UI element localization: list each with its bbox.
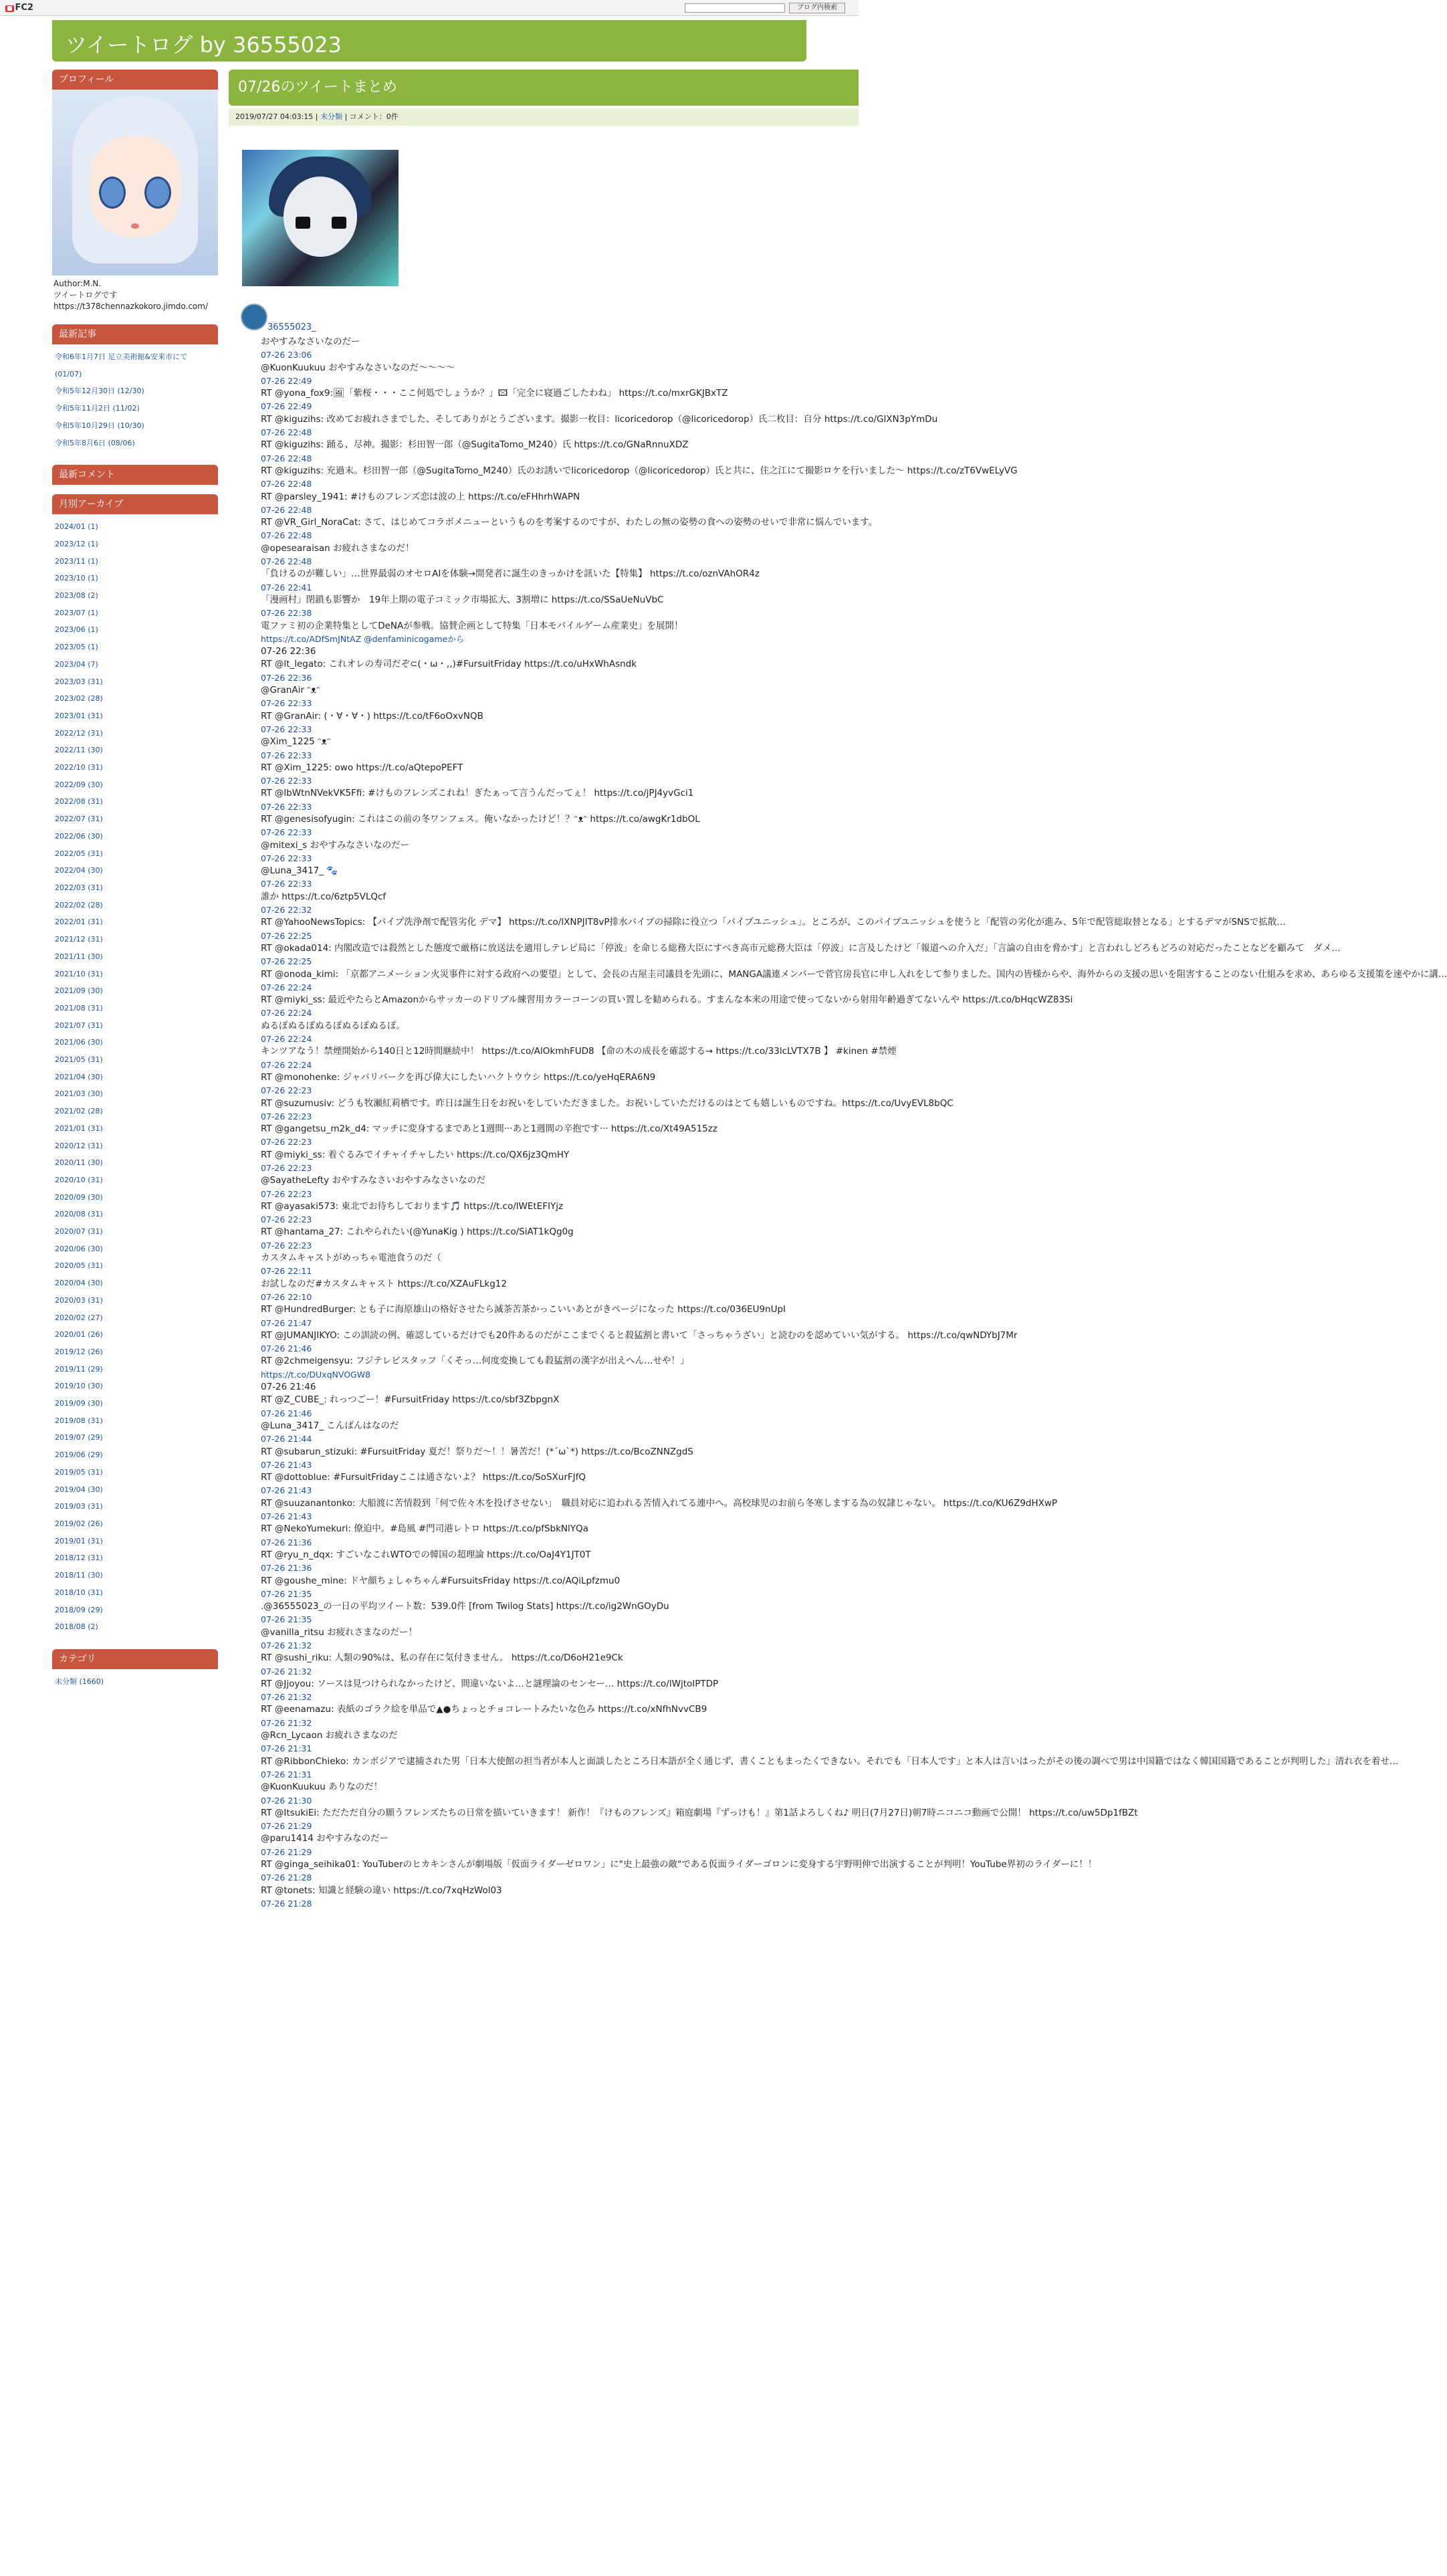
- archive-item-link[interactable]: 2021/04 (30): [55, 1072, 103, 1081]
- archive-item-link[interactable]: 2024/01 (1): [55, 522, 98, 532]
- tweet-timestamp-link[interactable]: 07-26 21:46: [261, 1344, 312, 1354]
- tweet-text: RT @kiguzihs: 充過末。杉田智一郎（@SugitaTomo_M240）氏のお誘いでlicoricedorop（@licoricedorop）氏と共に、住之江にて撮影ロケを行いました〜 https://t.co/zT6VwELyVG: [261, 465, 1018, 476]
- archive-item-link[interactable]: 2020/08 (31): [55, 1210, 103, 1219]
- archive-item-link[interactable]: 2021/05 (31): [55, 1055, 103, 1065]
- archive-item: [55, 1241, 215, 1258]
- tweet-text: RT @dottoblue: #FursuitFridayここは通さないよ？ https://t.co/SoSXurFJfQ: [261, 1472, 586, 1483]
- archive-item-link[interactable]: 2023/01 (31): [55, 711, 103, 720]
- tweet-text: キンツアなう！禁煙開始から140日と12時間継続中！ https://t.co/AlOkmhFUD8 【命の木の成長を確認する→ https://t.co/33lcLVTX7B 】 #kinen #禁煙: [261, 1046, 897, 1057]
- tweet-text: RT @NekoYumekuri: 僚迫中。#島風 #門司港レトロ https://t.co/pfSbkNlYQa: [261, 1523, 588, 1535]
- archive-item: [55, 639, 215, 656]
- archive-item-link[interactable]: 2023/06 (1): [55, 625, 98, 635]
- tweet-timestamp-link[interactable]: 07-26 22:33: [261, 801, 312, 812]
- tweet-timestamp-link[interactable]: 07-26 22:24: [261, 1008, 312, 1018]
- category-item-link[interactable]: 未分類 (1660): [55, 1677, 104, 1686]
- tweet-timestamp-link[interactable]: 07-26 22:48: [261, 504, 312, 515]
- entry: [229, 70, 1447, 1909]
- entry-date: 2019/07/27 04:03:15 |: [235, 112, 318, 121]
- tweet-timestamp-link[interactable]: 07-26 22:23: [261, 1188, 312, 1199]
- tweet-timestamp-link[interactable]: 07-26 22:23: [261, 1111, 312, 1121]
- tweet-text: 電ファミ初の企業特集としてDeNAが参戦。協賛企画として特集「日本モバイルゲーム産業史」を展開！: [261, 620, 683, 631]
- archive-item-link[interactable]: 2021/10 (31): [55, 969, 103, 978]
- tweet-text: 「漫画村」閉鎖も影響か 19年上期の電子コミック市場拡大、3割増に https://t.co/SSaUeNuVbC: [261, 594, 664, 605]
- archive-item-link[interactable]: 2023/11 (1): [55, 556, 98, 566]
- tweet-timestamp-link[interactable]: 07-26 22:23: [261, 1085, 312, 1096]
- archive-item: [55, 1429, 215, 1446]
- archive-list: [52, 514, 218, 1640]
- archive-item: [55, 879, 215, 897]
- recent-post-item-link[interactable]: 令和5年12月30日 (12/30): [55, 387, 144, 396]
- tweet-text: @KuonKuukuu おやすみなさいなのだ〜〜〜〜: [261, 362, 455, 373]
- twitter-avatar-icon[interactable]: [241, 304, 267, 330]
- archive-item: [55, 1584, 215, 1602]
- archive-item: [55, 1378, 215, 1395]
- archive-item-link[interactable]: 2022/10 (31): [55, 763, 103, 772]
- archive-item-link[interactable]: 2023/08 (2): [55, 591, 98, 601]
- archive-item-link[interactable]: 2020/03 (31): [55, 1295, 103, 1305]
- archive-item-link[interactable]: 2021/12 (31): [55, 935, 103, 944]
- archive-item-link[interactable]: 2018/11 (30): [55, 1571, 103, 1580]
- archive-item: [55, 982, 215, 1000]
- tweet-text: @Rcn_Lycaon お疲れさまなのだ: [261, 1730, 398, 1741]
- archive-item: [55, 811, 215, 828]
- archive-item-link[interactable]: 2021/11 (30): [55, 952, 103, 961]
- profile-heading: プロフィール: [52, 70, 218, 90]
- archive-item: [55, 828, 215, 845]
- tweet-text: @Luna_3417_ こんばんはなのだ: [261, 1420, 399, 1431]
- tweet-timestamp-link[interactable]: 07-26 22:33: [261, 698, 312, 709]
- archive-item: [55, 656, 215, 673]
- fc2-logo[interactable]: ■ FC2: [7, 3, 33, 13]
- recent-post-item: [55, 348, 215, 383]
- sidebar: [52, 70, 218, 1704]
- tweet-timestamp-link[interactable]: 07-26 22:48: [261, 530, 312, 541]
- tweet-text: 「負けるのが難しい」…世界最弱のオセロAIを体験→開発者に誕生のきっかけを訊いた【特集】 https://t.co/oznVAhOR4z: [261, 568, 760, 580]
- tweet-text: RT @lbWtnNVekVK5Ffi: #けものフレンズこれね！ぎたぁって言うんだってぇ！ https://t.co/jPJ4yvGci1: [261, 788, 694, 799]
- archive-item-link[interactable]: 2019/01 (31): [55, 1536, 103, 1545]
- archive-item-link[interactable]: 2018/08 (2): [55, 1622, 98, 1632]
- tweet-text: RT @HundredBurger: とも子に海原雄山の格好させたら滅茶苦茶かっこいいあとがきページになった https://t.co/036EU9nUpI: [261, 1304, 786, 1315]
- archive-item: [55, 1189, 215, 1206]
- archive-item-link[interactable]: 2021/02 (28): [55, 1107, 103, 1116]
- tweet-timestamp-link[interactable]: 07-26 22:33: [261, 776, 312, 786]
- archive-item: [55, 1464, 215, 1481]
- tweet-timestamp-link[interactable]: 07-26 22:23: [261, 1240, 312, 1251]
- archive-item: [55, 1395, 215, 1412]
- tweet-text: RT @Xim_1225: owo https://t.co/aQtepoPEFT: [261, 762, 463, 773]
- tweet-text: RT @goushe_mine: ドヤ顔ちょしゃちゃん#FursuitsFriday https://t.co/AQiLpfzmu0: [261, 1575, 621, 1586]
- archive-item: [55, 897, 215, 914]
- category-heading: カテゴリ: [52, 1649, 218, 1669]
- archive-item: [55, 1498, 215, 1515]
- tweet-timestamp-link[interactable]: 07-26 22:49: [261, 375, 312, 386]
- fc2-toolbar: [0, 0, 859, 16]
- archive-item-link[interactable]: 2022/11 (30): [55, 746, 103, 755]
- entry-category-link[interactable]: 未分類: [320, 112, 343, 121]
- archive-item: [55, 621, 215, 639]
- tweet-text: おやすみなさいなのだー: [261, 336, 360, 347]
- recent-posts-list: [52, 344, 218, 455]
- tweet-timestamp-link[interactable]: 07-26 21:32: [261, 1692, 312, 1703]
- archive-item: [55, 966, 215, 983]
- archive-item-link[interactable]: 2019/03 (31): [55, 1502, 103, 1511]
- tweet-timestamp-link[interactable]: 07-26 21:32: [261, 1640, 312, 1650]
- tweet-timestamp-link[interactable]: 07-26 22:48: [261, 453, 312, 463]
- tweet-timestamp-link[interactable]: 07-26 22:24: [261, 1059, 312, 1070]
- archive-item-link[interactable]: 2022/04 (30): [55, 866, 103, 875]
- tweet-text: RT @gangetsu_m2k_d4: マッチに変身するまであと1週間···あと1週間の辛抱です··· https://t.co/Xt49A515zz: [261, 1123, 717, 1135]
- profile-desc: ツイートログです: [53, 290, 118, 300]
- archive-item-link[interactable]: 2020/10 (31): [55, 1175, 103, 1184]
- archive-item: [55, 1481, 215, 1499]
- tweet-timestamp-link[interactable]: 07-26 22:48: [261, 479, 312, 490]
- tweet-text: RT @miyki_ss: 着ぐるみでイチャイチャしたい https://t.co/QX6jz3QmHY: [261, 1149, 570, 1160]
- archive-item: [55, 793, 215, 811]
- tweet-list: [261, 336, 1447, 1910]
- tweet-timestamp-link[interactable]: 07-26 22:23: [261, 1214, 312, 1225]
- tweet-text: RT @2chmeigensyu: フジテレビスタッフ「くそっ…何度変換しても殺猛割の漢字が出えへん…せや！」: [261, 1356, 689, 1367]
- recent-post-item-link[interactable]: 令和5年10月29日 (10/30): [55, 421, 144, 430]
- archive-item-link[interactable]: 2020/07 (31): [55, 1227, 103, 1237]
- archive-item-link[interactable]: 2020/04 (30): [55, 1279, 103, 1288]
- archive-item: [55, 1172, 215, 1189]
- recent-comments-box: [52, 465, 218, 485]
- archive-item: [55, 725, 215, 742]
- tweet-text: お試しなのだ#カスタムキャスト https://t.co/XZAuFLkg12: [261, 1278, 507, 1289]
- archive-item: [55, 931, 215, 948]
- tweet-text: RT @ryu_n_dqx: すごいなこれWTOでの韓国の超理論 https://t.co/OaJ4Y1JT0T: [261, 1549, 591, 1560]
- tweet-text: RT @Z_CUBE_: れっつごー！#FursuitFriday https://t.co/sbf3ZbpgnX: [261, 1394, 560, 1406]
- archive-item: [55, 518, 215, 536]
- archive-item-link[interactable]: 2019/06 (29): [55, 1451, 103, 1460]
- archive-item: [55, 1206, 215, 1223]
- archive-item-link[interactable]: 2021/06 (30): [55, 1038, 103, 1047]
- tweet-timestamp-link[interactable]: 07-26 21:47: [261, 1317, 312, 1328]
- recent-post-item-link[interactable]: 令和5年8月6日 (08/06): [55, 438, 135, 447]
- tweet-text: RT @subarun_stizuki: #FursuitFriday 夏だ！祭りだ〜！！暑苦だ！(*´ω`*) https://t.co/BcoZNNZgdS: [261, 1446, 693, 1457]
- tweet-text: RT @ayasaki573: 東北でお待ちしております🎵 https://t.co/lWEtEFIYjz: [261, 1200, 564, 1212]
- tweet-timestamp-link[interactable]: 07-26 22:41: [261, 582, 312, 593]
- archive-item: [55, 1361, 215, 1378]
- tweet-timestamp-link[interactable]: 07-26 21:32: [261, 1717, 312, 1728]
- tweet-timestamp-link[interactable]: 07-26 22:24: [261, 982, 312, 992]
- archive-item: [55, 605, 215, 622]
- archive-item-link[interactable]: 2018/10 (31): [55, 1588, 103, 1597]
- tweet-timestamp-link[interactable]: https://t.co/ADfSmJNtAZ @denfaminicogameから: [261, 633, 465, 644]
- archive-item: [55, 1533, 215, 1550]
- archive-box: [52, 494, 218, 1640]
- archive-item-link[interactable]: 2022/02 (28): [55, 900, 103, 909]
- archive-item: [55, 1034, 215, 1051]
- recent-post-item-link[interactable]: 令和6年1月7日 足立美術館&安来市にて (01/07): [55, 352, 188, 379]
- tweet-timestamp-link[interactable]: 07-26 21:30: [261, 1795, 312, 1806]
- tweet-text: RT @onoda_kimi: 「京都アニメーション火災事件に対する政府への要望」として、会長の古屋圭司議員を先頭に、MANGA議連メンバーで菅官房長官に申し入れをして参りました。国内の皆様からや、海外からの支援の思いを阻害することのない仕組みを求め、あらゆる支援策を速やかに講…: [261, 968, 1447, 980]
- archive-item: [55, 948, 215, 966]
- archive-item-link[interactable]: 2020/12 (31): [55, 1141, 103, 1150]
- tweet-text: RT @suuzanantonko: 大船渡に苦情殺到「何で佐々木を投げさせない」 職員対応に追われる苦情入れてる連中へ。高校球児のお前ら冬寒しまする為の奴隷じゃない。 https://t.co/KU6Z9dHXwP: [261, 1497, 1058, 1509]
- archive-item: [55, 1000, 215, 1017]
- tweet-timestamp-link[interactable]: https://t.co/DUxqNVOGW8: [261, 1369, 371, 1380]
- archive-item: [55, 776, 215, 794]
- recent-posts-box: [52, 324, 218, 455]
- profile-author: Author:M.N.: [53, 279, 102, 288]
- blog-title[interactable]: ツイートログ by 36555023: [66, 32, 342, 58]
- tweet-timestamp-link[interactable]: 07-26 21:29: [261, 1846, 312, 1857]
- archive-item: [55, 1344, 215, 1361]
- tweet-timestamp-link[interactable]: 07-26 22:33: [261, 827, 312, 838]
- archive-item-link[interactable]: 2019/05 (31): [55, 1467, 103, 1477]
- recent-post-item: [55, 435, 215, 452]
- recent-comments-heading: 最新コメント: [52, 465, 218, 485]
- tweet-text: @paru1414 おやすみなのだー: [261, 1833, 389, 1844]
- tweet-text: RT @RibbonChieko: カンボジアで逮捕された男「日本大使館の担当者が本人と面談したところ日本語が全く通じず、書くこともまったくできない。それでも「日本人です」と本人は言いはったがその後の調べで男は中国籍ではなく韓国国籍であることが判明した」清れ衣を着せ…: [261, 1755, 1399, 1767]
- tweet-text: RT @ItsukiEi: ただただ自分の願うフレンズたちの日常を描いていきます！ 新作！『けものフレンズ』箱庭劇場『ずっけも！』第1話よろしくね♪ 明日(7月27日)朝7時ニコニコ動画で公開！ https://t.co/uw5Dp1fBZt: [261, 1807, 1138, 1818]
- archive-item-link[interactable]: 2022/01 (31): [55, 918, 103, 927]
- tweet-text: RT @GranAir: (・∀・∀・) https://t.co/tF6oOxvNQB: [261, 710, 483, 722]
- archive-item-link[interactable]: 2019/02 (26): [55, 1519, 103, 1528]
- blog-search-input[interactable]: [685, 3, 785, 13]
- archive-item: [55, 1257, 215, 1275]
- recent-post-item: [55, 400, 215, 417]
- entry-title[interactable]: 07/26のツイートまとめ: [229, 70, 859, 106]
- tweet-timestamp-link[interactable]: 07-26 21:35: [261, 1614, 312, 1625]
- archive-item: [55, 759, 215, 776]
- archive-item: [55, 708, 215, 725]
- archive-item-link[interactable]: 2019/04 (30): [55, 1485, 103, 1494]
- archive-item: [55, 1567, 215, 1584]
- archive-item-link[interactable]: 2018/09 (29): [55, 1605, 103, 1614]
- tweet-text: ぬるぽぬるぽぬるぽぬるぽぬるぽ。: [261, 1020, 405, 1031]
- tweet-text: RT @YahooNewsTopics: 【パイプ洗浄剤で配管劣化 デマ】 https://t.co/lXNPJIT8vP排水パイプの掃除に役立つ「パイプユニッシュ」。ところが、このパイプユニッシュを使うと「配管の劣化が進み、5年で配管総取替となる」とするデマがSNSで拡散…: [261, 917, 1286, 928]
- archive-item: [55, 1602, 215, 1619]
- tweet-text: RT @hantama_27: これやられたい(@YunaKig ) https://t.co/SiAT1kQg0g: [261, 1226, 574, 1238]
- archive-item: [55, 587, 215, 605]
- tweet-timestamp-link[interactable]: 07-26 22:24: [261, 1034, 312, 1045]
- archive-item-link[interactable]: 2021/09 (30): [55, 986, 103, 996]
- tweet-text: @Xim_1225 ᵔᴥᵔ: [261, 736, 331, 748]
- tweet-timestamp-link[interactable]: 07-26 22:33: [261, 724, 312, 734]
- recent-posts-heading: 最新記事: [52, 324, 218, 344]
- archive-item-link[interactable]: 2022/05 (31): [55, 849, 103, 858]
- archive-item: [55, 570, 215, 587]
- archive-item: [55, 1275, 215, 1292]
- archive-item: [55, 1223, 215, 1241]
- tweet-timestamp-link[interactable]: 07-26 22:33: [261, 853, 312, 863]
- tweet-text: RT @lt_legato: これオレの寿司だぞ⊂(・ω・,,)#FursuitFriday https://t.co/uHxWhAsndk: [261, 659, 637, 670]
- tweet-timestamp-link[interactable]: 07-26 21:31: [261, 1743, 312, 1754]
- archive-item-link[interactable]: 2018/12 (31): [55, 1553, 103, 1563]
- archive-item: [55, 536, 215, 553]
- tweet-text: RT @parsley_1941: #けものフレンズ恋は波の上 https://t.co/eFHhrhWAPN: [261, 491, 580, 502]
- category-item: [55, 1673, 215, 1691]
- archive-item: [55, 1412, 215, 1430]
- archive-item: [55, 1103, 215, 1120]
- tweet-timestamp-link[interactable]: 07-26 22:11: [261, 1266, 312, 1277]
- archive-heading: 月別アーカイブ: [52, 494, 218, 514]
- archive-item-link[interactable]: 2019/09 (30): [55, 1399, 103, 1408]
- archive-item: [55, 862, 215, 879]
- archive-item: [55, 1138, 215, 1155]
- tweet-text: RT @kiguzihs: 踊る、尽神。撮影：杉田智一郎（@SugitaTomo_M240）氏 https://t.co/GNaRnnuXDZ: [261, 439, 689, 451]
- archive-item-link[interactable]: 2019/10 (30): [55, 1382, 103, 1391]
- blog-search-button[interactable]: ブログ内検索: [789, 3, 845, 13]
- tweet-text: カスタムキャストがめっちゃ電池食うのだ（: [261, 1253, 441, 1264]
- tweet-timestamp-link[interactable]: 07-26 21:28: [261, 1898, 312, 1909]
- tweet-timestamp-link[interactable]: 07-26 21:43: [261, 1511, 312, 1522]
- tweet-text: RT @monohenke: ジャパリバークを再び偉大にしたいハクトウウシ https://t.co/yeHqERA6N9: [261, 1071, 656, 1083]
- archive-item-link[interactable]: 2021/03 (30): [55, 1089, 103, 1099]
- tweet-text: RT @sushi_riku: 人類の90%は、私の存在に気付きません。 https://t.co/D6oH21e9Ck: [261, 1652, 623, 1664]
- tweet-text: @Luna_3417_ 🐾: [261, 865, 338, 877]
- archive-item-link[interactable]: 2022/03 (31): [55, 883, 103, 892]
- archive-item-link[interactable]: 2019/11 (29): [55, 1364, 103, 1374]
- archive-item-link[interactable]: 2020/01 (26): [55, 1330, 103, 1339]
- tweet-timestamp-link[interactable]: 07-26 21:29: [261, 1821, 312, 1832]
- tweet-timestamp-link[interactable]: 07-26 22:48: [261, 427, 312, 438]
- tweet-text: @mitexi_s おやすみなさいなのだー: [261, 839, 410, 851]
- entry-image: [242, 150, 399, 286]
- tweet-timestamp-link[interactable]: 07-26 22:25: [261, 956, 312, 967]
- tweet-text: RT @JUMANJIKYO: この訓読の例、確認しているだけでも20件あるのだがここまでくると殺猛割と書いて「さっちゃうざい」と読むのを認めていい気がする。 https://t.co/qwNDYbJ7Mr: [261, 1329, 1018, 1341]
- tweet-text: @GranAir ᵔᴥᵔ: [261, 685, 320, 696]
- tweet-text: RT @eenamazu: 表紙のゴラク絵を単品で▲●ちょっとチョコレートみたいな色み https://t.co/xNfhNvvCB9: [261, 1704, 707, 1715]
- tweet-timestamp-link[interactable]: 07-26 22:48: [261, 556, 312, 567]
- archive-item-link[interactable]: 2020/11 (30): [55, 1158, 103, 1168]
- tweet-text: RT @Jjoyou: ソースは見つけられなかったけど、間違いないよ…と謎理論のセンセー… https://t.co/lWjtoIPTDP: [261, 1678, 719, 1689]
- archive-item: [55, 673, 215, 691]
- archive-item-link[interactable]: 2019/12 (26): [55, 1347, 103, 1356]
- archive-item: [55, 1549, 215, 1567]
- tweet-timestamp-link[interactable]: 07-26 21:28: [261, 1872, 312, 1883]
- tweet-timestamp-link[interactable]: 07-26 22:38: [261, 608, 312, 619]
- tweet-timestamp-link[interactable]: 07-26 23:06: [261, 350, 312, 360]
- archive-item: [55, 1085, 215, 1103]
- tweet-timestamp-link[interactable]: 07-26 21:43: [261, 1459, 312, 1470]
- archive-item: [55, 690, 215, 708]
- archive-item: [55, 914, 215, 931]
- archive-item-link[interactable]: 2023/12 (1): [55, 539, 98, 548]
- profile-info: [52, 276, 218, 315]
- category-list: [52, 1669, 218, 1695]
- archive-item-link[interactable]: 2020/06 (30): [55, 1244, 103, 1253]
- tweet-text: RT @tonets: 知識と経験の違い https://t.co/7xqHzWol03: [261, 1885, 502, 1896]
- recent-post-item-link[interactable]: 令和5年11月2日 (11/02): [55, 404, 140, 413]
- archive-item-link[interactable]: 2022/09 (30): [55, 780, 103, 789]
- archive-item-link[interactable]: 2021/08 (31): [55, 1003, 103, 1012]
- tweet-timestamp-link[interactable]: 07-26 21:36: [261, 1563, 312, 1574]
- tweet-text: RT @yona_fox9:🖼「紫桜・・・ここ何処でしょうか？」🖾「完全に寝過ごしたわね」 https://t.co/mxrGKJBxTZ: [261, 388, 728, 399]
- tweet-timestamp-link[interactable]: 07-26 21:35: [261, 1588, 312, 1599]
- archive-item-link[interactable]: 2020/09 (30): [55, 1192, 103, 1202]
- tweet-timestamp-link[interactable]: 07-26 22:25: [261, 930, 312, 941]
- tweet-text: @vanilla_ritsu お疲れさまなのだー！: [261, 1626, 418, 1638]
- tweet-timestamp-link[interactable]: 07-26 22:36: [261, 672, 312, 683]
- archive-item: [55, 1292, 215, 1309]
- archive-item-link[interactable]: 2020/05 (31): [55, 1261, 103, 1271]
- archive-item: [55, 1120, 215, 1138]
- tweet-text: RT @genesisofyugin: これはこの前の冬ワンフェス。俺いなかったけど！？ᵔᴥᵔ https://t.co/awgKr1dbOL: [261, 813, 700, 825]
- tweet-text: RT @kiguzihs: 改めてお疲れさまでした、そしてありがとうございます。撮影一枚目：licoricedorop（@licoricedorop）氏二枚目：自分 https://t.co/GlXN3pYmDu: [261, 413, 938, 425]
- archive-item-link[interactable]: 2023/02 (28): [55, 694, 103, 704]
- archive-item: [55, 742, 215, 759]
- tweet-timestamp-link[interactable]: 07-26 22:49: [261, 401, 312, 412]
- avatar: [52, 90, 218, 276]
- tweet-text: RT @ginga_seihika01: YouTuberのヒカキンさんが劇場版「仮面ライダーゼロワン」に"史上最強の敵"である仮面ライダーゴロンに変身する宇野明伸で出演することが判明！YouTube界初のライダーに！！: [261, 1859, 1097, 1870]
- blog-header: [52, 20, 806, 62]
- tweet-text: 07-26 21:46: [261, 1382, 316, 1393]
- archive-item: [55, 553, 215, 570]
- archive-item-link[interactable]: 2022/08 (31): [55, 797, 103, 807]
- archive-item: [55, 1446, 215, 1464]
- archive-item-link[interactable]: 2023/07 (1): [55, 608, 98, 617]
- archive-item-link[interactable]: 2020/02 (27): [55, 1313, 103, 1322]
- tweet-text: .@36555023_の一日の平均ツイート数：539.0件 [from Twilog Stats] https://t.co/ig2WnGOyDu: [261, 1601, 669, 1612]
- archive-item-link[interactable]: 2023/05 (1): [55, 643, 98, 652]
- archive-item-link[interactable]: 2023/10 (1): [55, 574, 98, 583]
- tweet-text: RT @suzumusiv: どうも牧瀬紅莉栖です。昨日は誕生日をお祝いをしていただきました。お祝いしていただけるのはとても嬉しいものですね。https://t.co/UvyEVL8bQC: [261, 1097, 954, 1109]
- tweet-timestamp-link[interactable]: 07-26 21:36: [261, 1537, 312, 1547]
- archive-item: [55, 1051, 215, 1069]
- recent-post-item: [55, 383, 215, 400]
- archive-item: [55, 1618, 215, 1636]
- archive-item-link[interactable]: 2019/07 (29): [55, 1433, 103, 1442]
- tweet-text: RT @VR_Girl_NoraCat: さて、はじめてコラボメニューというものを考案するのですが、わたしの無の姿勢の食への姿勢のせいで非常に悩んでいます。: [261, 517, 878, 528]
- tweet-timestamp-link[interactable]: 07-26 22:33: [261, 879, 312, 889]
- archive-item-link[interactable]: 2022/06 (30): [55, 831, 103, 841]
- twitter-user-link[interactable]: 36555023_: [267, 322, 316, 332]
- archive-item: [55, 1069, 215, 1086]
- tweet-timestamp-link[interactable]: 07-26 21:44: [261, 1434, 312, 1444]
- archive-item: [55, 845, 215, 863]
- tweet-text: @opesearaisan お疲れさまなのだ！: [261, 542, 415, 554]
- category-box: [52, 1649, 218, 1695]
- archive-item: [55, 1326, 215, 1344]
- tweet-text: RT @okada014: 内閣改造では殺然とした態度で厳格に放送法を適用しテレビ局に「停波」を命じる総務大臣にすべき高市元総務大臣は「停波」に言及したけど「報道への介入だ」「言論の自由を脅かす」と言われしどろもどろの対応だったことなどを顧みて ダメ…: [261, 942, 1341, 954]
- archive-item-link[interactable]: 2022/07 (31): [55, 815, 103, 824]
- tweet-timestamp-link[interactable]: 07-26 21:32: [261, 1666, 312, 1677]
- profile-box: [52, 70, 218, 315]
- tweet-text: @SayatheLefty おやすみなさいおやすみなさいなのだ: [261, 1175, 485, 1186]
- tweet-text: RT @miyki_ss: 最近やたらとAmazonからサッカーのドリブル練習用カラーコーンの買い置しを勧められる。すまんな本来の用途で使ってないから射用年齢過ぎてないんや https://t.co/bHqcWZ83Si: [261, 994, 1073, 1006]
- profile-url: https://t378chennazkokoro.jimdo.com/: [53, 302, 209, 311]
- tweet-text: 誰か https://t.co/6ztp5VLQcf: [261, 891, 386, 902]
- archive-item: [55, 1017, 215, 1035]
- archive-item-link[interactable]: 2023/04 (7): [55, 659, 98, 669]
- archive-item: [55, 1515, 215, 1533]
- tweet-timestamp-link[interactable]: 07-26 22:32: [261, 905, 312, 916]
- entry-comment-count: | コメント：0件: [344, 112, 399, 121]
- archive-item-link[interactable]: 2021/07 (31): [55, 1021, 103, 1030]
- entry-meta: [229, 108, 859, 126]
- archive-item-link[interactable]: 2023/03 (31): [55, 677, 103, 686]
- tweet-timestamp-link[interactable]: 07-26 21:31: [261, 1769, 312, 1780]
- tweet-text: 07-26 22:36: [261, 646, 316, 657]
- archive-item-link[interactable]: 2019/08 (31): [55, 1416, 103, 1425]
- tweet-timestamp-link[interactable]: 07-26 22:10: [261, 1291, 312, 1302]
- recent-post-item: [55, 417, 215, 435]
- tweet-timestamp-link[interactable]: 07-26 22:23: [261, 1137, 312, 1148]
- tweet-text: @KuonKuukuu ありなのだ！: [261, 1782, 383, 1793]
- tweet-timestamp-link[interactable]: 07-26 22:23: [261, 1163, 312, 1173]
- tweet-timestamp-link[interactable]: 07-26 22:33: [261, 750, 312, 760]
- archive-item-link[interactable]: 2022/12 (31): [55, 728, 103, 738]
- tweet-timestamp-link[interactable]: 07-26 21:46: [261, 1408, 312, 1418]
- archive-item-link[interactable]: 2021/01 (31): [55, 1123, 103, 1133]
- tweet-timestamp-link[interactable]: 07-26 21:43: [261, 1485, 312, 1496]
- archive-item: [55, 1309, 215, 1327]
- archive-item: [55, 1154, 215, 1172]
